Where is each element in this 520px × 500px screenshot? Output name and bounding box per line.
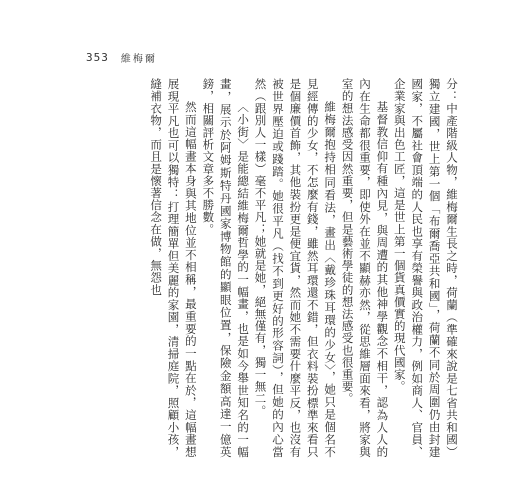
page-number: 353 — [86, 51, 109, 64]
paragraph-continuation: 分：中產階級人物，維梅爾生長之時，荷蘭（準確來說是七省共和國）獨立建國，世上第一個「布爾喬亞共和國」，荷蘭不同於周圍仍由封建國家，不屬社會頂端的人民也享有榮譽與政治權力，例如商人、官員、企業家與出色工匠，這是世上第一個貨真價實的現代國家。 — [392, 78, 459, 458]
paragraph: 維梅爾抱持相同看法，畫出〈戴珍珠耳環的少女〉，她只是個名不見經傳的少女，不怎麼有錢，雖然耳環還不錯，但衣料裝扮標準來看只是個廉價首飾，其他裝扮更是便宜貨，然而她不需要什麼平反，也沒有被世界壓迫或踐踏。她很平凡（找不到更好的形容詞），但她的內心當然（跟別人一樣）毫不平凡；她就是她，絕無僅有，獨一無二。 — [253, 78, 338, 458]
page-header — [86, 50, 157, 65]
running-title: 維梅爾 — [120, 54, 157, 65]
paragraph: 〈小街〉是能總結維梅爾哲學的一幅畫，也是如今舉世知名的一幅畫，展示於阿姆斯特丹國家博物館的顯眼位置，保險金額高達一億英鎊，相關評析文章多不勝數。 — [201, 78, 251, 458]
paragraph: 然而這幅畫本身與其地位並不相稱，最重要的一點在於，這幅畫想展現平凡也可以獨特：打理簡單但美麗的家園，清掃庭院，照顧小孩，縫補衣物，而且是懷著信念在做，無怨也 — [149, 78, 198, 458]
paragraph: 基督教信仰有種內見，與周遭的其他神學觀念不相干，認為人人的內在生命都很重要，即使外在並不顯赫亦然，從思維層面來看，將家與室的想法感受因然重要，但是藝術學徒的想法感受也很重要。 — [340, 78, 390, 458]
vertical-body-text — [80, 78, 460, 458]
